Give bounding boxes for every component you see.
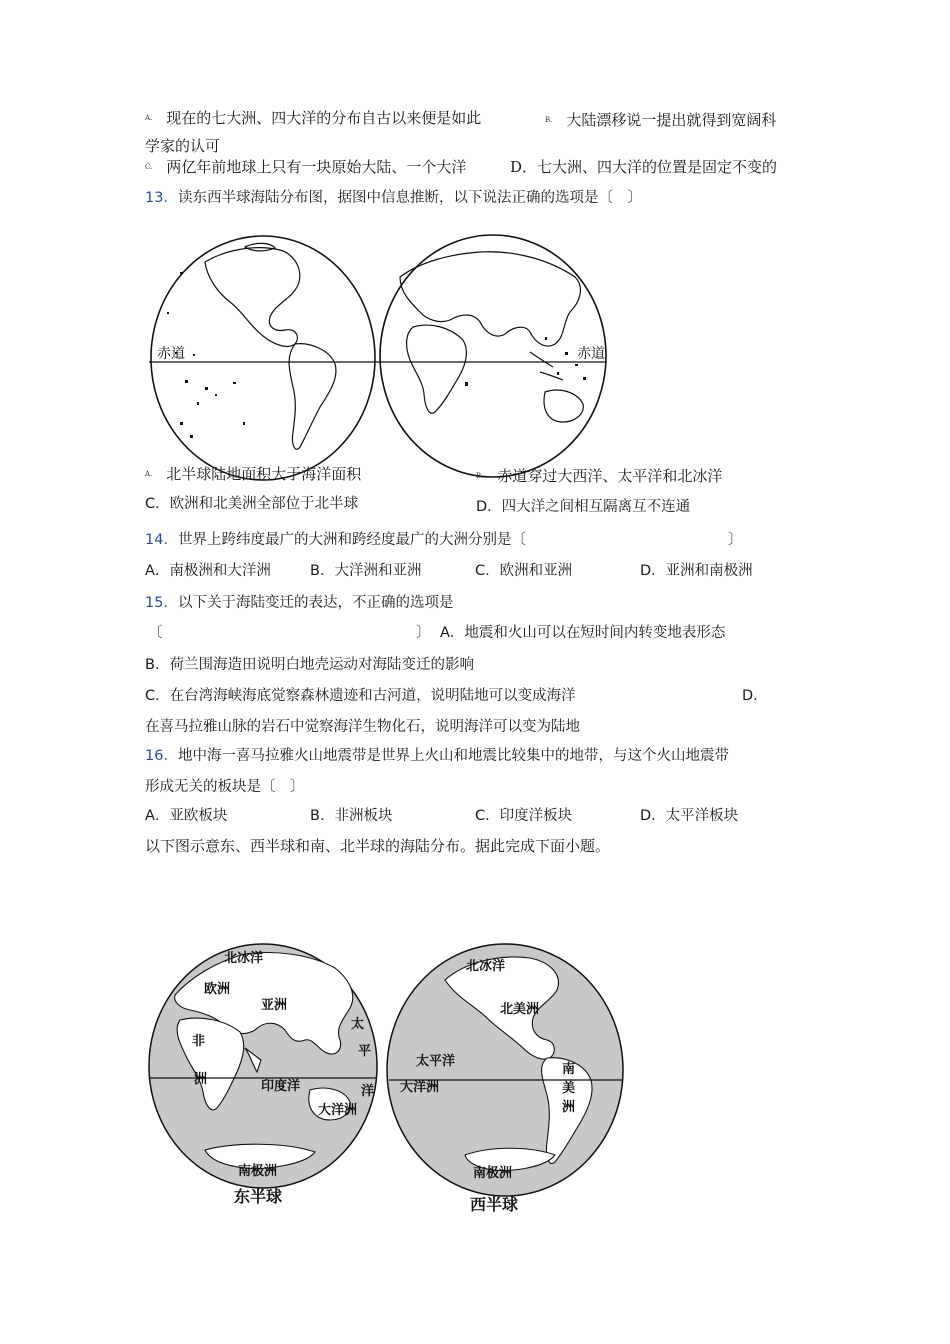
east-label-pacific-3: 洋 <box>361 1084 375 1099</box>
equator-label-right: 赤道 <box>577 346 605 362</box>
q15-close-bracket: 〕 <box>416 625 431 641</box>
q12-option-c: $^{C.}$ 两亿年前地球上只有一块原始大陆、一个大洋 <box>145 158 467 176</box>
q15-open-bracket: 〔 <box>148 625 163 641</box>
q14-option-d: D．亚洲和南极洲 <box>640 563 753 579</box>
west-label-pacific: 太平洋 <box>416 1054 456 1069</box>
q16-option-c: C．印度洋板块 <box>475 808 573 824</box>
q13-stem: 13．读东西半球海陆分布图，据图中信息推断，以下说法正确的选项是〔 〕 <box>145 190 642 206</box>
q13-option-c: C．欧洲和北美洲全部位于北半球 <box>145 496 359 512</box>
q15-option-d-continued: 在喜马拉雅山脉的岩石中觉察海洋生物化石，说明海洋可以变为陆地 <box>145 719 580 735</box>
q13-option-b: $^{B.}$ 赤道穿过大西洋、太平洋和北冰洋 <box>476 467 723 485</box>
west-label-south-america-3: 洲 <box>562 1100 576 1115</box>
q16-option-d: D．太平洋板块 <box>640 808 739 824</box>
east-label-antarctica: 南极洲 <box>238 1164 278 1179</box>
west-label-south-america-2: 美 <box>562 1081 576 1096</box>
west-label-arctic: 北冰洋 <box>466 959 506 974</box>
west-label-south-america-1: 南 <box>562 1062 576 1077</box>
q16-option-a: A．亚欧板块 <box>145 808 228 824</box>
west-label-north-america: 北美洲 <box>500 1002 540 1017</box>
q16-stem-continued: 形成无关的板块是〔 〕 <box>145 779 305 795</box>
east-label-pacific-2: 平 <box>358 1044 372 1059</box>
west-label-antarctica: 南极洲 <box>473 1166 513 1181</box>
q12-option-d: D．七大洲、四大洋的位置是固定不变的 <box>510 158 778 176</box>
q12-option-b: $^{B.}$ 大陆漂移说一提出就得到宽阔科 <box>545 111 777 129</box>
east-label-oceania: 大洋洲 <box>318 1103 358 1118</box>
east-label-asia: 亚洲 <box>261 998 288 1013</box>
east-label-africa-1: 非 <box>192 1034 206 1049</box>
hemispheres-map-1 <box>145 232 615 484</box>
q14-option-a: A．南极洲和大洋洲 <box>145 563 271 579</box>
q16-option-b: B．非洲板块 <box>310 808 393 824</box>
q15-option-d: D． <box>742 688 768 704</box>
q15-option-a: A．地震和火山可以在短时间内转变地表形态 <box>440 625 726 641</box>
q14-stem-close: 〕 <box>728 532 743 548</box>
q14-option-c: C．欧洲和亚洲 <box>475 563 573 579</box>
q15-option-c: C．在台湾海峡海底觉察森林遗迹和古河道，说明陆地可以变成海洋 <box>145 688 576 704</box>
east-label-arctic: 北冰洋 <box>224 951 264 966</box>
q14-option-b: B．大洋洲和亚洲 <box>310 563 422 579</box>
q15-stem: 15．以下关于海陆变迁的表达，不正确的选项是 <box>145 595 454 611</box>
west-label-oceania: 大洋洲 <box>400 1080 440 1095</box>
east-label-pacific-1: 太 <box>351 1017 365 1032</box>
east-label-europe: 欧洲 <box>204 982 231 997</box>
q12-option-a: $^{A.}$ 现在的七大洲、四大洋的分布自古以来便是如此 <box>145 109 482 127</box>
east-label-indian: 印度洋 <box>261 1079 301 1094</box>
q14-stem: 14．世界上跨纬度最广的大洲和跨经度最广的大洲分别是〔 <box>145 532 526 548</box>
section-intro: 以下图示意东、西半球和南、北半球的海陆分布。据此完成下面小题。 <box>145 837 611 855</box>
q13-option-d: D．四大洋之间相互隔离互不连通 <box>476 499 691 515</box>
q12-option-b-continued: 学家的认可 <box>145 137 221 155</box>
equator-label-left: 赤道 <box>157 346 185 362</box>
west-hemisphere-title: 西半球 <box>470 1195 519 1214</box>
q13-option-a: $^{A.}$ 北半球陆地面积大于海洋面积 <box>145 465 362 483</box>
east-hemisphere-outline <box>380 235 606 477</box>
q15-option-b: B．荷兰围海造田说明白地壳运动对海陆变迁的影响 <box>145 657 474 673</box>
q16-stem: 16．地中海一喜马拉雅火山地震带是世界上火山和地震比较集中的地带，与这个火山地震带 <box>145 748 729 764</box>
east-hemisphere-title: 东半球 <box>234 1187 283 1206</box>
east-label-africa-2: 洲 <box>194 1072 208 1087</box>
